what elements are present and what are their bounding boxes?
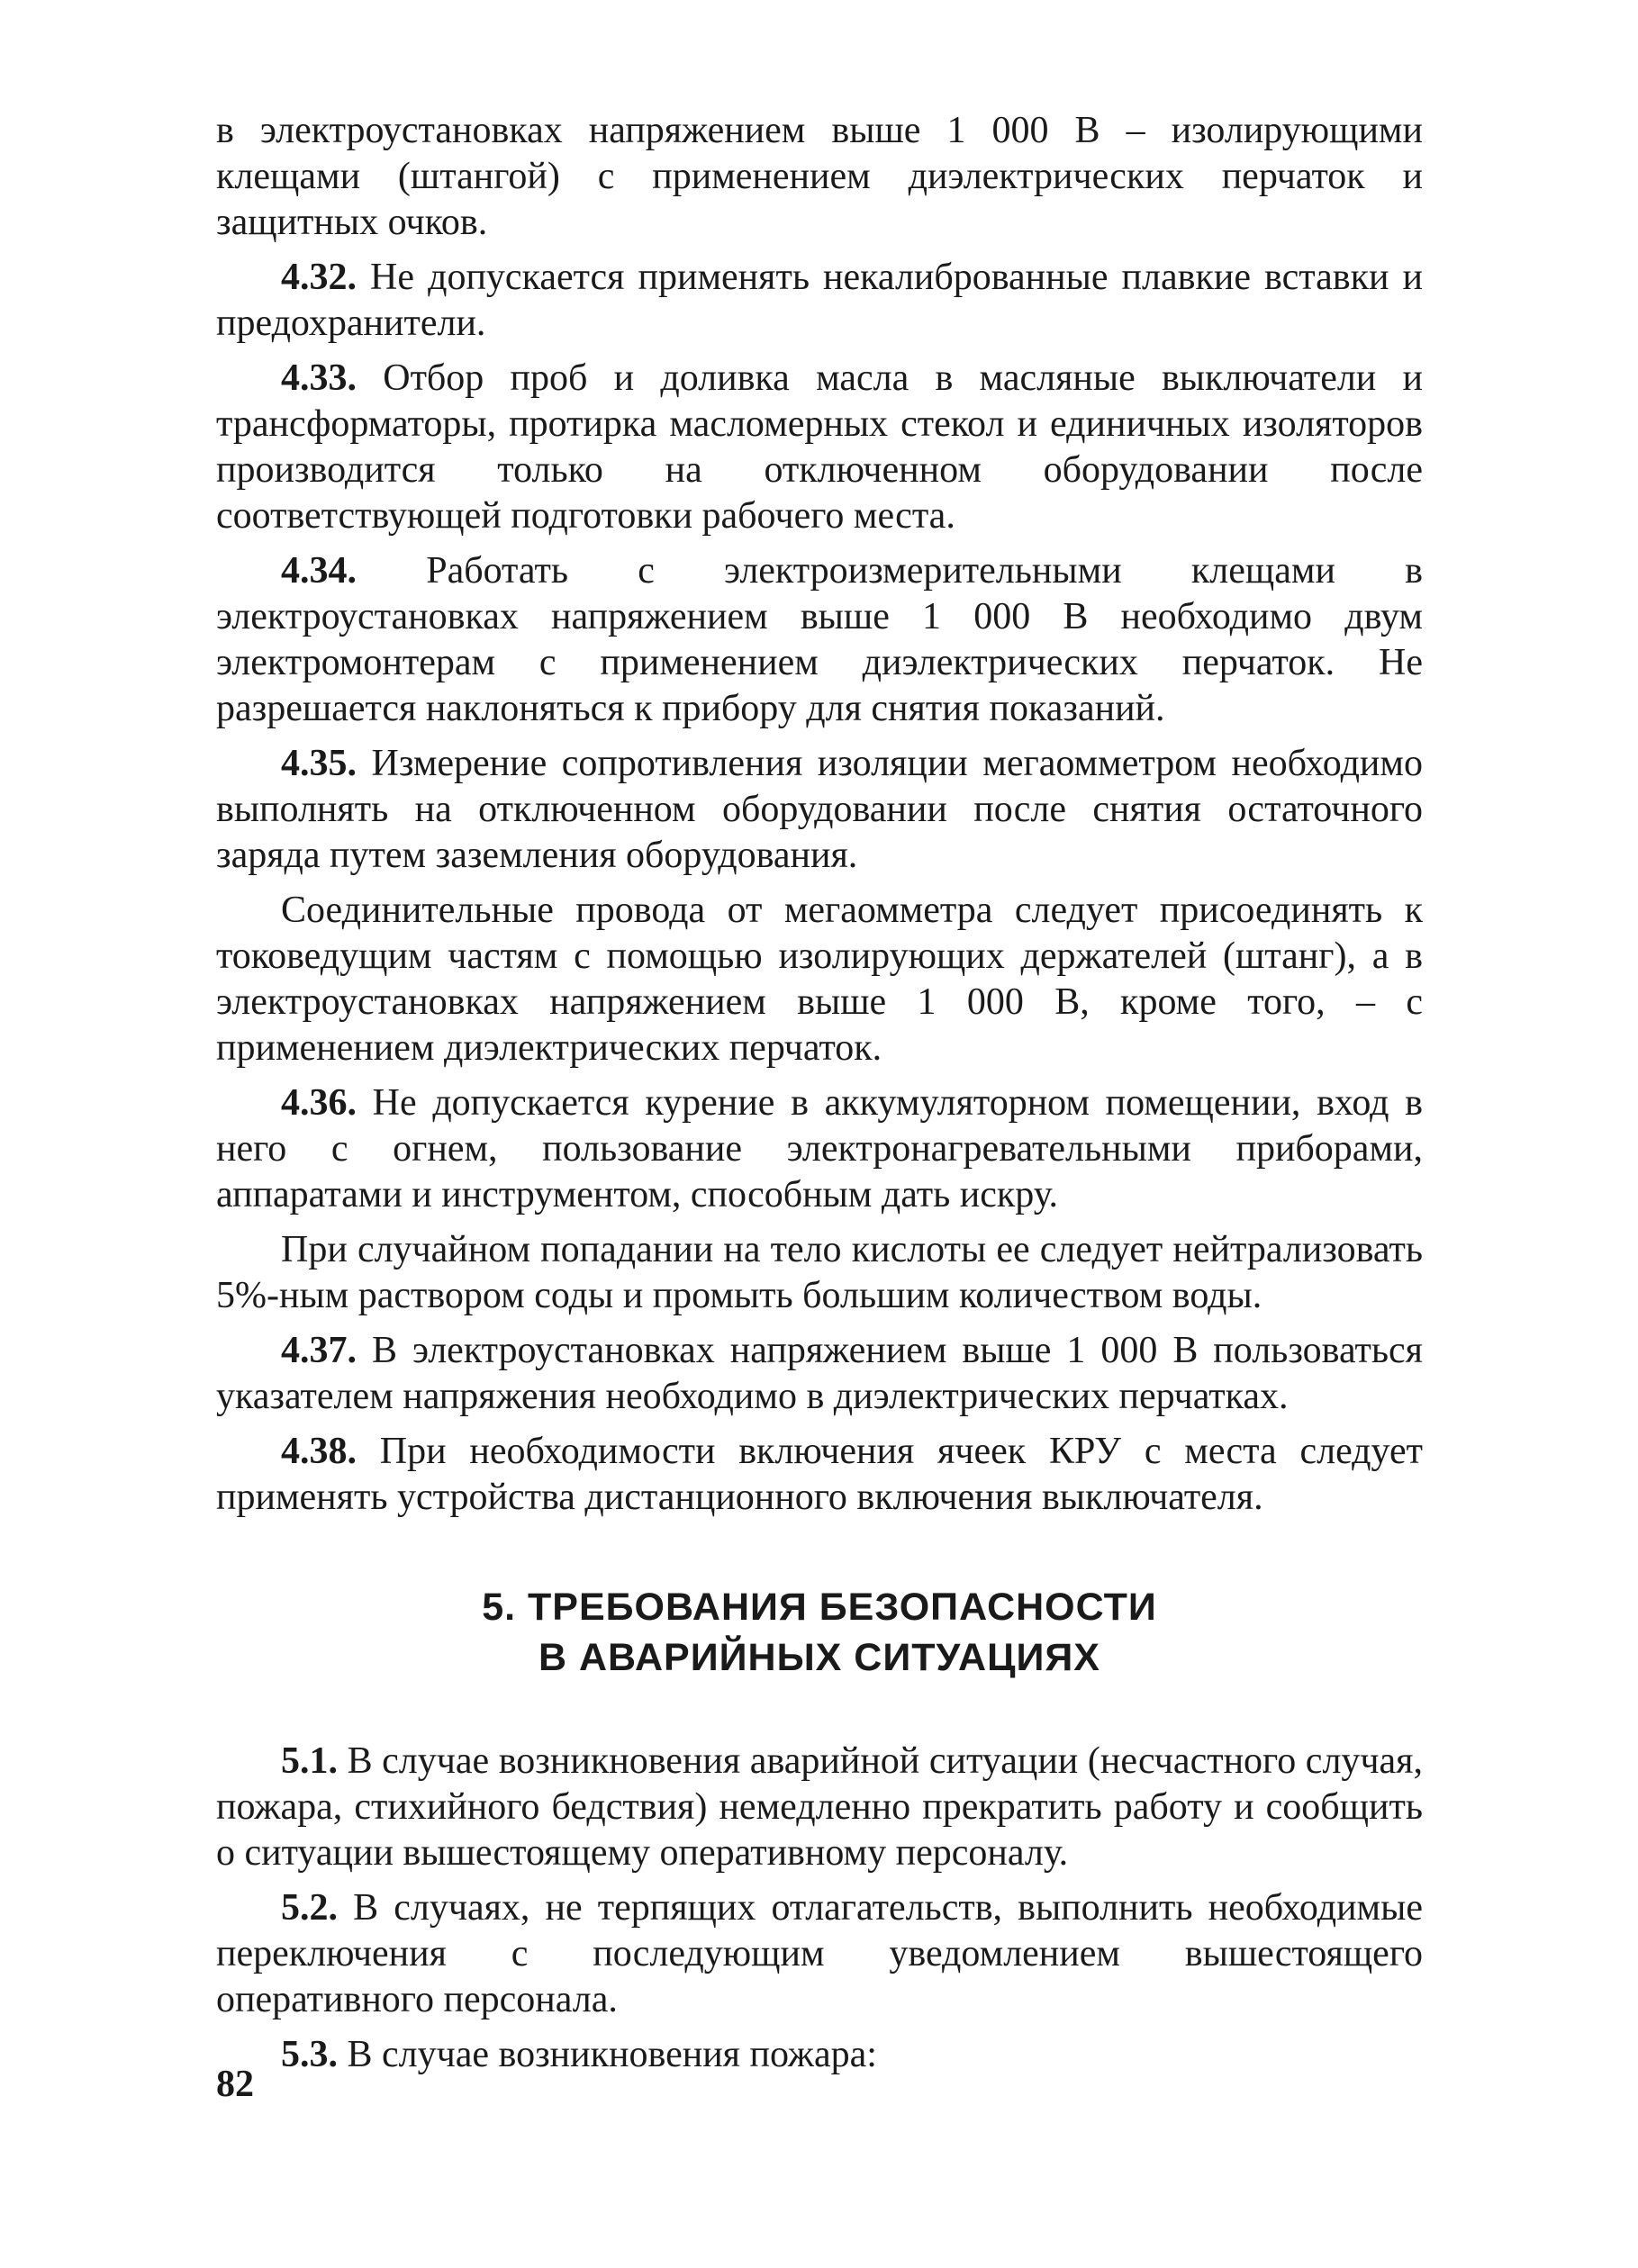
paragraph-text: Работать с электроизмерительными клещами в электроустановках напряжением выше 1 000 В необходимо двум электромонтерам с применением диэлектрических перчаток. Не разрешается наклоняться к прибору для снятия показаний.	[216, 550, 1423, 729]
clause-number: 4.33.	[281, 357, 357, 399]
paragraph-text: Не допускается курение в аккумуляторном помещении, вход в него с огнем, пользование электронагревательными приборами, аппаратами и инструментом, способным дать искру.	[216, 1082, 1423, 1215]
paragraph	[216, 108, 1423, 246]
paragraph	[216, 1227, 1423, 1319]
paragraph	[216, 2032, 1423, 2078]
section-5	[216, 1739, 1423, 2078]
clause-number: 4.38.	[281, 1431, 357, 1472]
paragraph-text: Отбор проб и доливка масла в масляные выключатели и трансформаторы, протирка масломерных стекол и единичных изоляторов производится только на отключенном оборудовании после соответствующей подготовки рабочего места.	[216, 357, 1423, 537]
paragraph	[216, 1429, 1423, 1521]
paragraph	[216, 1328, 1423, 1420]
clause-number: 4.36.	[281, 1082, 357, 1124]
paragraph-text: При случайном попадании на тело кислоты ее следует нейтрализовать 5%-ным раствором соды и промыть большим количеством воды.	[216, 1229, 1423, 1316]
paragraph	[216, 548, 1423, 732]
paragraph-text: В случаях, не терпящих отлагательств, выполнить необходимые переключения с последующим уведомлением вышестоящего оперативного персонала.	[216, 1887, 1423, 2020]
clause-number: 4.32.	[281, 257, 357, 298]
paragraph-text: В электроустановках напряжением выше 1 000 В пользоваться указателем напряжения необходимо в диэлектрических перчатках.	[216, 1330, 1423, 1417]
paragraph	[216, 888, 1423, 1071]
paragraph	[216, 356, 1423, 539]
clause-number: 4.34.	[281, 550, 357, 592]
paragraph-text: Измерение сопротивления изоляции мегаомметром необходимо выполнять на отключенном оборудовании после снятия остаточного заряда путем заземления оборудования.	[216, 743, 1423, 876]
clause-number: 4.37.	[281, 1330, 357, 1371]
paragraph	[216, 1885, 1423, 2023]
clause-number: 4.35.	[281, 743, 357, 784]
clause-number: 5.1.	[281, 1740, 338, 1782]
paragraph-text: Не допускается применять некалиброванные плавкие вставки и предохранители.	[216, 257, 1423, 344]
paragraph-text: в электроустановках напряжением выше 1 000 В – изолирующими клещами (штангой) с применением диэлектрических перчаток и защитных очков.	[216, 110, 1423, 243]
paragraph	[216, 1739, 1423, 1876]
paragraph-text: В случае возникновения пожара:	[338, 2034, 877, 2075]
document-page	[216, 108, 1423, 2078]
section-heading-line-2: В АВАРИЙНЫХ СИТУАЦИЯХ	[538, 1636, 1100, 1679]
section-heading	[216, 1582, 1423, 1683]
clause-number: 5.3.	[281, 2034, 338, 2075]
paragraph	[216, 1080, 1423, 1218]
paragraph	[216, 255, 1423, 347]
page-number: 82	[216, 2064, 254, 2105]
paragraph-text: В случае возникновения аварийной ситуации (несчастного случая, пожара, стихийного бедствия) немедленно прекратить работу и сообщить о ситуации вышестоящему оперативному персоналу.	[216, 1740, 1423, 1874]
section-4-continued	[216, 108, 1423, 1521]
section-heading-line-1: 5. ТРЕБОВАНИЯ БЕЗОПАСНОСТИ	[482, 1586, 1157, 1629]
paragraph	[216, 741, 1423, 879]
paragraph-text: При необходимости включения ячеек КРУ с места следует применять устройства дистанционного включения выключателя.	[216, 1431, 1423, 1518]
clause-number: 5.2.	[281, 1887, 338, 1929]
paragraph-text: Соединительные провода от мегаомметра следует присоединять к токоведущим частям с помощью изолирующих держателей (штанг), а в электроустановках напряжением выше 1 000 В, кроме того, – с применением диэлектрических перчаток.	[216, 890, 1423, 1069]
